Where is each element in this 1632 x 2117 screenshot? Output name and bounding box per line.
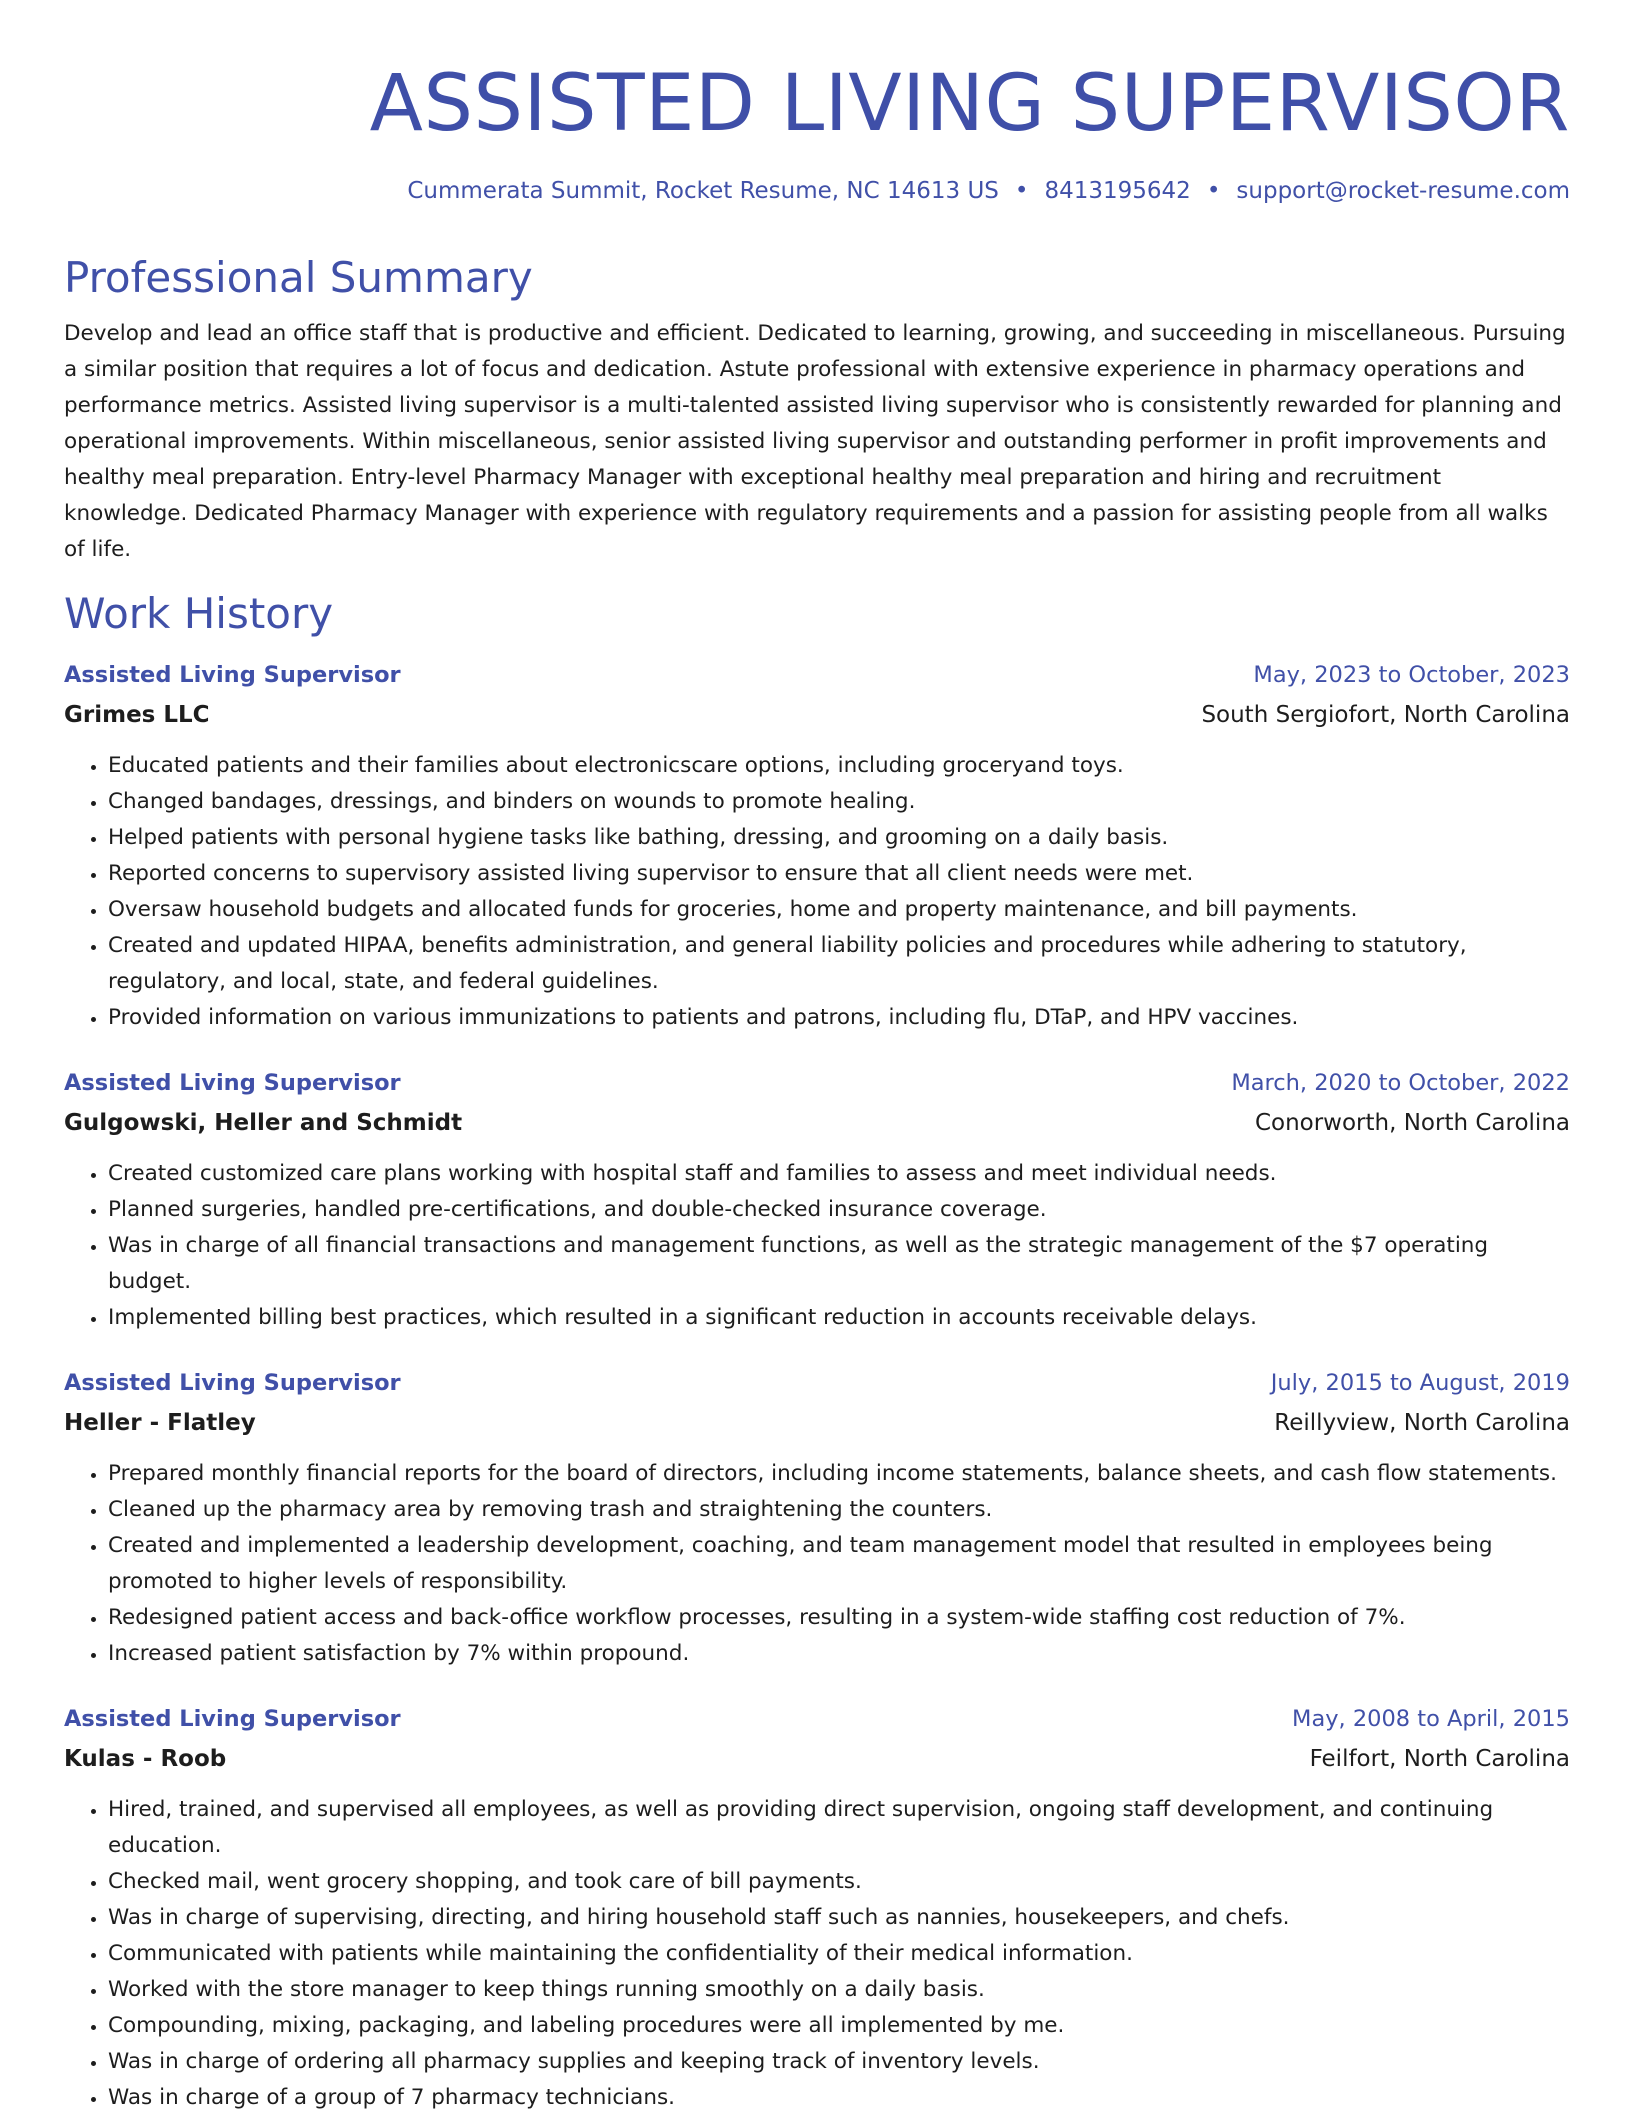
job-location: Feilfort, North Carolina (1309, 1746, 1570, 1772)
section-title: Professional Summary (64, 253, 533, 302)
job-location: Conorworth, North Carolina (1254, 1110, 1570, 1136)
job-dates: May, 2023 to October, 2023 (1253, 662, 1570, 688)
job-company: Grimes LLC (64, 702, 210, 728)
list-item: • Cleaned up the pharmacy area by removing trash and straightening the counters. (108, 1492, 1570, 1528)
list-item: • Reported concerns to supervisory assisted living supervisor to ensure that all client needs were met. (108, 856, 1570, 892)
list-item: • Planned surgeries, handled pre-certifications, and double-checked insurance coverage. (108, 1192, 1570, 1228)
contact-separator: • (1206, 178, 1221, 204)
contact-separator: • (1014, 178, 1029, 204)
work-history-section (64, 588, 1570, 2116)
list-item: • Was in charge of a group of 7 pharmacy technicians. (108, 2080, 1570, 2116)
list-item: • Created and updated HIPAA, benefits administration, and general liability policies and procedures while adhering to statutory, regulatory, and local, state, and federal guidelines. (108, 928, 1570, 1000)
job-entry (64, 1066, 1570, 1336)
job-role: Assisted Living Supervisor (64, 1706, 401, 1732)
list-item: • Checked mail, went grocery shopping, and took care of bill payments. (108, 1864, 1570, 1900)
list-item: • Redesigned patient access and back-office workflow processes, resulting in a system-wide staffing cost reduction of 7%. (108, 1600, 1570, 1636)
list-item: • Implemented billing best practices, which resulted in a significant reduction in accounts receivable delays. (108, 1300, 1570, 1336)
list-item: • Was in charge of supervising, directing, and hiring household staff such as nannies, housekeepers, and chefs. (108, 1900, 1570, 1936)
list-item: • Created and implemented a leadership development, coaching, and team management model that resulted in employees being promoted to higher levels of responsibility. (108, 1528, 1570, 1600)
contact-line (64, 176, 1570, 206)
candidate-title: ASSISTED LIVING SUPERVISOR (369, 59, 1570, 149)
resume-header (64, 56, 1570, 206)
job-company: Kulas - Roob (64, 1746, 227, 1772)
list-item: • Hired, trained, and supervised all employees, as well as providing direct supervision, ongoing staff development, and continuing education. (108, 1792, 1570, 1864)
job-dates: March, 2020 to October, 2022 (1231, 1070, 1570, 1096)
list-item: • Helped patients with personal hygiene tasks like bathing, dressing, and grooming on a daily basis. (108, 820, 1570, 856)
email-address: support@rocket-resume.com (1236, 178, 1570, 204)
list-item: • Provided information on various immunizations to patients and patrons, including flu, DTaP, and HPV vaccines. (108, 1000, 1570, 1036)
list-item: • Increased patient satisfaction by 7% within propound. (108, 1636, 1570, 1672)
list-item: • Was in charge of all financial transactions and management functions, as well as the strategic management of the $7 operating budget. (108, 1228, 1570, 1300)
job-dates: July, 2015 to August, 2019 (1270, 1370, 1570, 1396)
phone-number: 8413195642 (1044, 178, 1191, 204)
list-item: • Oversaw household budgets and allocated funds for groceries, home and property maintenance, and bill payments. (108, 892, 1570, 928)
professional-summary-section (64, 252, 1570, 568)
job-dates: May, 2008 to April, 2015 (1292, 1706, 1570, 1732)
list-item: • Changed bandages, dressings, and binders on wounds to promote healing. (108, 784, 1570, 820)
job-entry (64, 1366, 1570, 1672)
job-company: Gulgowski, Heller and Schmidt (64, 1110, 463, 1136)
job-entry (64, 1702, 1570, 2116)
job-bullets (64, 1792, 1570, 2116)
job-entry (64, 658, 1570, 1036)
list-item: • Prepared monthly financial reports for the board of directors, including income statements, balance sheets, and cash flow statements. (108, 1456, 1570, 1492)
list-item: • Communicated with patients while maintaining the confidentiality of their medical information. (108, 1936, 1570, 1972)
address: Cummerata Summit, Rocket Resume, NC 14613 US (407, 178, 999, 204)
job-company: Heller - Flatley (64, 1410, 256, 1436)
job-role: Assisted Living Supervisor (64, 1070, 401, 1096)
list-item: • Worked with the store manager to keep things running smoothly on a daily basis. (108, 1972, 1570, 2008)
summary-text: Develop and lead an office staff that is productive and efficient. Dedicated to learning, growing, and succeeding in miscellaneous. Pursuing a similar position that requires a lot of focus and dedication. Astute professional with extensive experience in pharmacy operations and performance metrics. Assisted living supervisor is a multi-talented assisted living supervisor who is consistently rewarded for planning and operational improvements. Within miscellaneous, senior assisted living supervisor and outstanding performer in profit improvements and healthy meal preparation. Entry-level Pharmacy Manager with exceptional healthy meal preparation and hiring and recruitment knowledge. Dedicated Pharmacy Manager with experience with regulatory requirements and a passion for assisting people from all walks of life. (64, 321, 1566, 562)
job-role: Assisted Living Supervisor (64, 662, 401, 688)
job-location: Reillyview, North Carolina (1274, 1410, 1570, 1436)
list-item: • Educated patients and their families about electronicscare options, including groceryand toys. (108, 748, 1570, 784)
list-item: • Was in charge of ordering all pharmacy supplies and keeping track of inventory levels. (108, 2044, 1570, 2080)
list-item: • Created customized care plans working with hospital staff and families to assess and meet individual needs. (108, 1156, 1570, 1192)
job-bullets (64, 748, 1570, 1036)
job-role: Assisted Living Supervisor (64, 1370, 401, 1396)
section-title: Work History (64, 589, 334, 638)
job-location: South Sergiofort, North Carolina (1201, 702, 1570, 728)
list-item: • Compounding, mixing, packaging, and labeling procedures were all implemented by me. (108, 2008, 1570, 2044)
job-bullets (64, 1156, 1570, 1336)
job-bullets (64, 1456, 1570, 1672)
